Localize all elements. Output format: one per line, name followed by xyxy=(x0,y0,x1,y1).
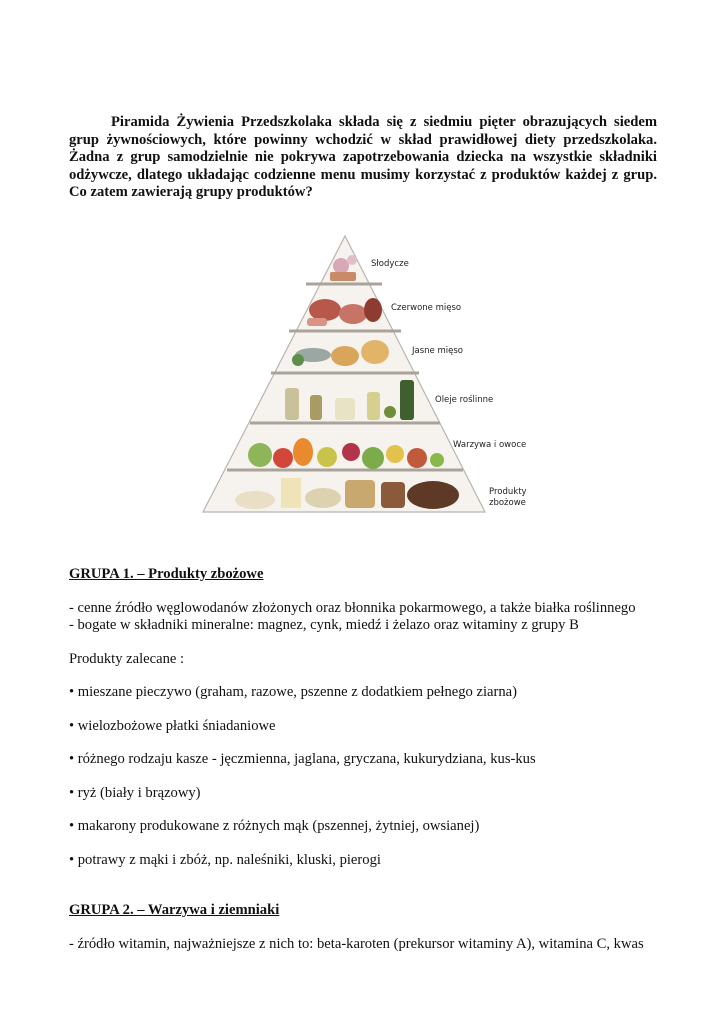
pyramid-label-vegetables-fruits: Warzywa i owoce xyxy=(453,440,527,450)
pyramid-label-sweets: Słodycze xyxy=(371,259,409,269)
group1-item-5: • makarony produkowane z różnych mąk (pszennej, żytniej, owsianej) xyxy=(69,818,480,834)
group1-desc-1: - cenne źródło węglowodanów złożonych oraz błonnika pokarmowego, a także białka roślinnego xyxy=(69,600,636,616)
group1-item-1: • mieszane pieczywo (graham, razowe, pszenne z dodatkiem pełnego ziarna) xyxy=(69,684,517,700)
pyramid-label-grain-2: zbożowe xyxy=(489,498,526,508)
pyramid-label-oils: Oleje roślinne xyxy=(435,395,494,405)
pyramid-label-red-meat: Czerwone mięso xyxy=(391,303,462,313)
group1-item-3: • różnego rodzaju kasze - jęczmienna, jaglana, gryczana, kukurydziana, kus-kus xyxy=(69,751,536,767)
group2-heading: GRUPA 2. – Warzywa i ziemniaki xyxy=(69,902,280,918)
group2-desc-1: - źródło witamin, najważniejsze z nich to: beta-karoten (prekursor witaminy A), witamina C, kwas xyxy=(69,936,644,952)
group1-desc-2: - bogate w składniki mineralne: magnez, cynk, miedź i żelazo oraz witaminy z grupy B xyxy=(69,617,579,633)
group1-heading: GRUPA 1. – Produkty zbożowe xyxy=(69,566,264,582)
recommended-label: Produkty zalecane : xyxy=(69,651,185,667)
group1-item-2: • wielozbożowe płatki śniadaniowe xyxy=(69,718,276,734)
group1-item-4: • ryż (biały i brązowy) xyxy=(69,785,201,801)
pyramid-label-white-meat: Jasne mięso xyxy=(412,346,463,356)
group1-item-6: • potrawy z mąki i zbóż, np. naleśniki, kluski, pierogi xyxy=(69,852,381,868)
pyramid-label-grain-1: Produkty xyxy=(489,487,527,497)
food-pyramid-illustration xyxy=(195,230,540,530)
intro-paragraph: Piramida Żywienia Przedszkolaka składa się z siedmiu pięter obrazujących siedem grup żywnościowych, które powinny wchodzić w skład prawidłowej diety przedszkolaka. Żadna z grup samodzielnie nie pokrywa zapotrzebowania dziecka na wszystkie składniki odżywcze, dlatego układając codzienne menu musimy korzystać z produktów każdej z grup. Co zatem zawierają grupy produktów? xyxy=(69,114,657,201)
